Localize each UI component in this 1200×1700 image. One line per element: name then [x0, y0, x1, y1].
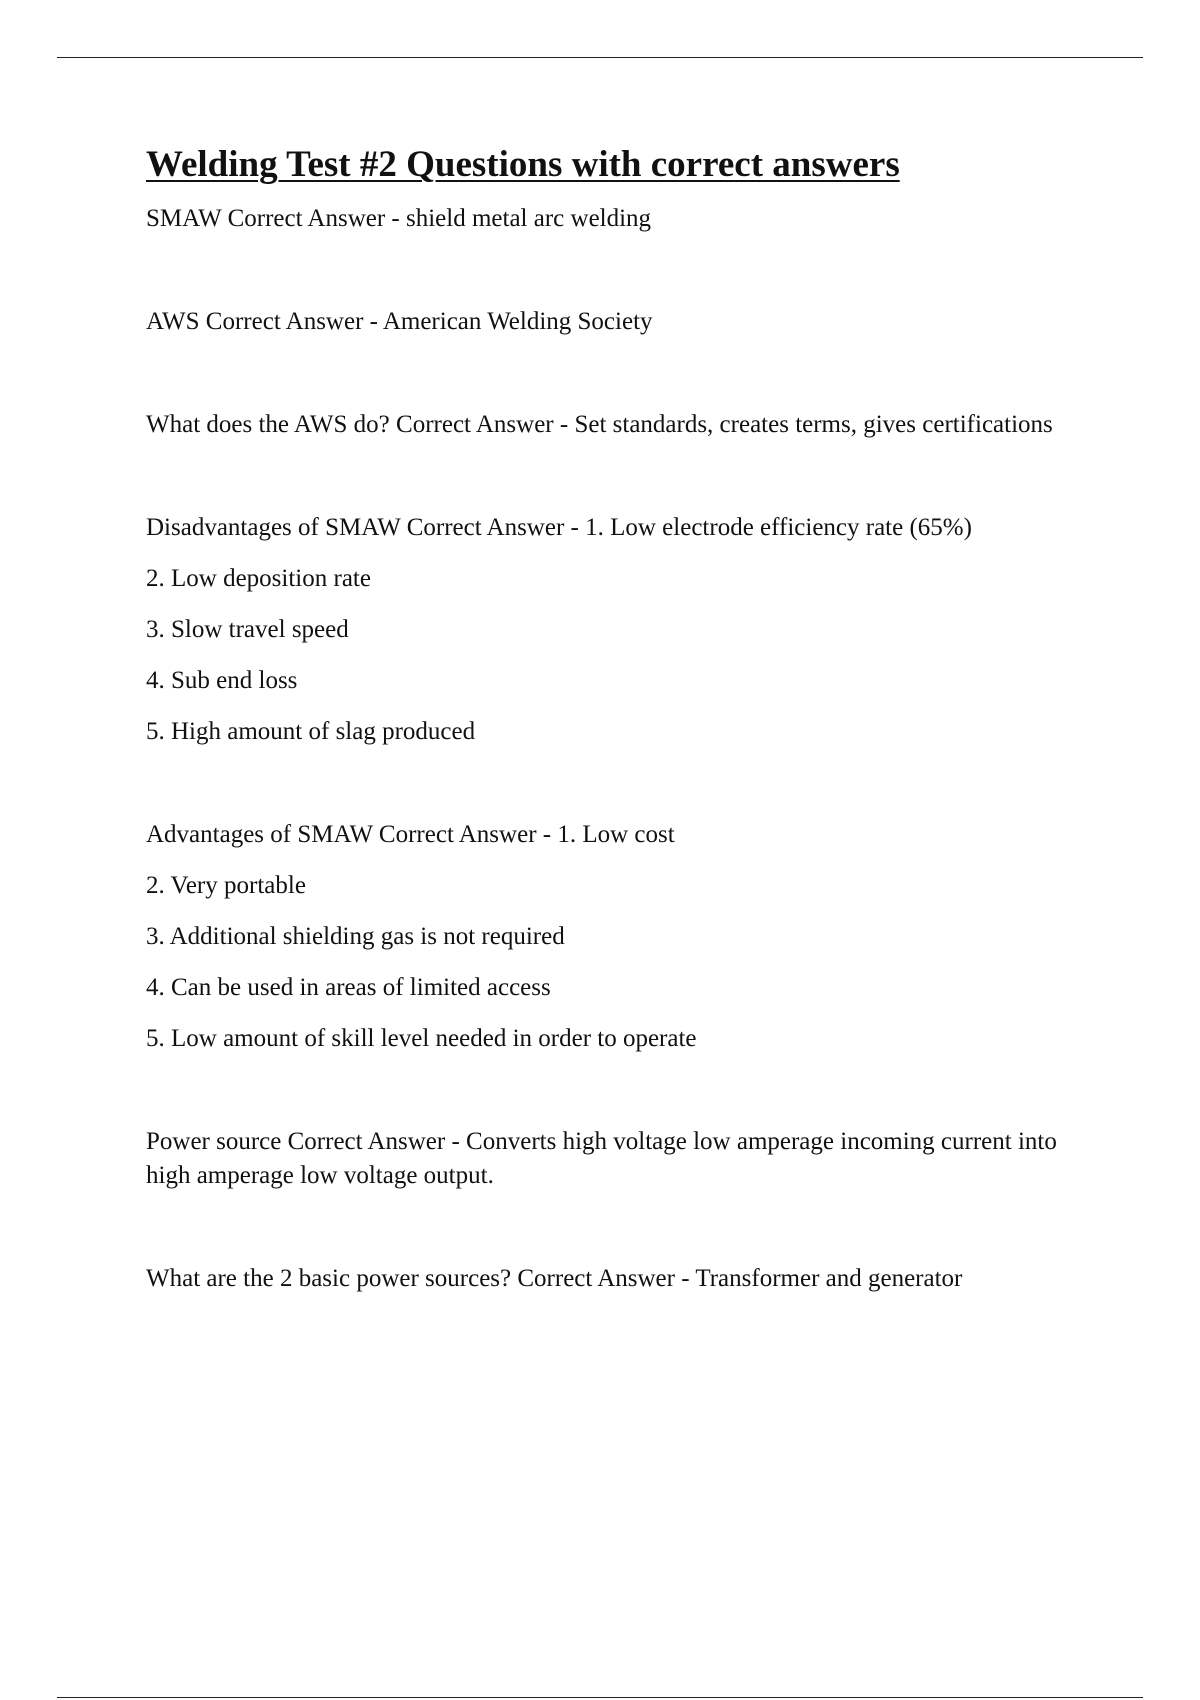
- qa-text: Disadvantages of SMAW Correct Answer - 1. Low electrode efficiency rate (65%): [146, 514, 972, 541]
- qa-text: AWS Correct Answer - American Welding Society: [146, 308, 653, 335]
- document-body: [146, 140, 1096, 1296]
- footer-rule: [57, 1697, 1143, 1698]
- qa-text: SMAW Correct Answer - shield metal arc welding: [146, 205, 652, 232]
- list-item: 3. Slow travel speed: [146, 616, 349, 643]
- qa-item-power-source: [146, 1125, 1096, 1193]
- list-item: 5. Low amount of skill level needed in order to operate: [146, 1025, 697, 1052]
- qa-text: What are the 2 basic power sources? Correct Answer - Transformer and generator: [146, 1265, 963, 1292]
- document-title: Welding Test #2 Questions with correct answers: [146, 144, 900, 185]
- qa-text: Advantages of SMAW Correct Answer - 1. Low cost: [146, 821, 675, 848]
- qa-item-smaw-disadvantages: [146, 511, 1096, 749]
- qa-item-smaw: [146, 202, 1096, 236]
- list-item: 2. Very portable: [146, 872, 306, 899]
- list-item: 2. Low deposition rate: [146, 565, 371, 592]
- qa-item-smaw-advantages: [146, 818, 1096, 1056]
- list-item: 4. Sub end loss: [146, 667, 298, 694]
- list-item: 3. Additional shielding gas is not required: [146, 923, 565, 950]
- qa-text: Power source Correct Answer - Converts high voltage low amperage incoming current into high amperage low voltage output.: [146, 1128, 1057, 1189]
- list-item: 4. Can be used in areas of limited access: [146, 974, 551, 1001]
- list-item: 5. High amount of slag produced: [146, 718, 476, 745]
- header-rule: [57, 57, 1143, 58]
- qa-item-basic-power-sources: [146, 1262, 1096, 1296]
- qa-text: What does the AWS do? Correct Answer - Set standards, creates terms, gives certifications: [146, 411, 1053, 438]
- qa-item-aws-role: [146, 408, 1096, 442]
- qa-item-aws: [146, 305, 1096, 339]
